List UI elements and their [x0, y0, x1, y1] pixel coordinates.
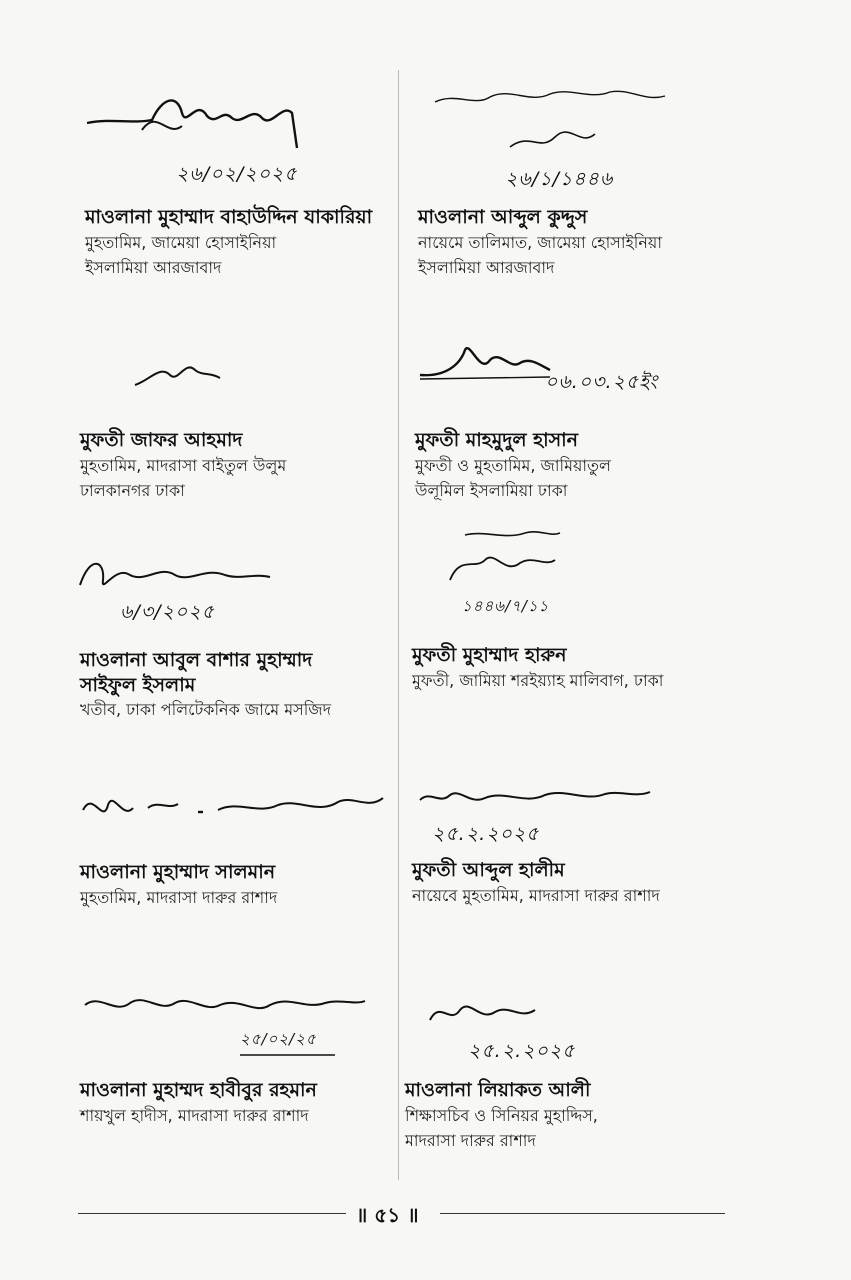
signature-date-9: ২৫/০২/২৫: [240, 1030, 317, 1048]
signatory-title: মুফতী ও মুহতামিম, জামিয়াতুল: [415, 455, 611, 475]
signature-date-2: ২৬/১/১৪৪৬: [505, 168, 614, 190]
signatory-name-continued: সাইফুল ইসলাম: [80, 673, 196, 696]
signature-date-10: ২৫.২.২০২৫: [468, 1040, 576, 1062]
signatory-name: মাওলানা মুহাম্মাদ সালমান: [80, 861, 276, 883]
signatory-title: খতীব, ঢাকা পলিটেকনিক জামে মসজিদ: [80, 700, 331, 720]
page-number: ॥ ৫১ ॥: [356, 1203, 419, 1227]
signature-6: [445, 525, 575, 600]
footer-rule-right: [440, 1213, 725, 1214]
signature-7: [78, 780, 388, 835]
signature-9: [80, 985, 370, 1060]
signature-date-5: ৬/৩/২০২৫: [120, 601, 215, 623]
signatory-name: মুফতী মাহমুদুল হাসান: [415, 429, 578, 451]
signatory-institution: মাদরাসা দারুর রাশাদ: [405, 1131, 536, 1151]
signatory-8: [412, 858, 660, 908]
signatory-institution: উলূমিল ইসলামিয়া ঢাকা: [415, 481, 568, 501]
signatory-name: মুফতী মুহাম্মাদ হারুন: [412, 644, 567, 666]
signatory-title: মুহতামিম, মাদরাসা দারুর রাশাদ: [80, 887, 278, 907]
signatory-6: [412, 643, 663, 693]
signatory-name: মাওলানা মুহাম্মাদ বাহাউদ্দিন যাকারিয়া: [85, 206, 373, 228]
signatory-10: [405, 1078, 598, 1154]
signature-3: [130, 350, 230, 400]
signatory-4: [415, 428, 611, 504]
signatory-name: মাওলানা আব্দুল কুদ্দুস: [418, 206, 588, 228]
signatory-title: শায়খুল হাদীস, মাদরাসা দারুর রাশাদ: [80, 1105, 309, 1125]
signatory-title: নায়েবে মুহতামিম, মাদরাসা দারুর রাশাদ: [412, 885, 660, 905]
signatory-institution: ইসলামিয়া আরজাবাদ: [85, 258, 222, 278]
signatory-9: [80, 1078, 317, 1128]
signatory-title: শিক্ষাসচিব ও সিনিয়র মুহাদ্দিস,: [405, 1105, 598, 1125]
column-divider: [398, 70, 399, 1180]
signature-10: [425, 990, 545, 1035]
signatory-title: মুহতামিম, জামেয়া হোসাইনিয়া: [85, 232, 277, 252]
footer-rule-left: [78, 1213, 346, 1214]
signatory-5: [80, 648, 331, 723]
signatory-name: মাওলানা মুহাম্মদ হাবীবুর রহমান: [80, 1079, 317, 1101]
signatory-2: [418, 205, 662, 281]
signature-date-4: ০৬.০৩.২৫ইং: [545, 371, 659, 393]
signatory-institution: ইসলামিয়া আরজাবাদ: [418, 258, 555, 278]
signature-4: [415, 335, 555, 390]
signature-8: [415, 780, 655, 820]
signature-5: [75, 545, 275, 605]
signatory-1: [85, 205, 372, 281]
signature-date-6: ১৪৪৬/৭/১১: [462, 597, 550, 615]
signatory-name: মুফতী জাফর আহমাদ: [80, 429, 243, 451]
signatory-3: [80, 428, 286, 504]
signatory-title: মুফতী, জামিয়া শরইয়্যাহ মালিবাগ, ঢাকা: [412, 670, 664, 690]
signatory-name: মাওলানা লিয়াকত আলী: [405, 1079, 591, 1101]
signatory-name: মুফতী আব্দুল হালীম: [412, 859, 565, 881]
signatory-title: মুহতামিম, মাদরাসা বাইতুল উলুম: [80, 455, 287, 475]
signatory-7: [80, 860, 277, 910]
signature-1: [82, 78, 322, 158]
signature-2: [430, 82, 670, 162]
signatory-institution: ঢালকানগর ঢাকা: [80, 481, 185, 501]
signatory-title: নায়েমে তালিমাত, জামেয়া হোসাইনিয়া: [418, 232, 662, 252]
signatory-name: মাওলানা আবুল বাশার মুহাম্মাদ: [80, 649, 313, 671]
signature-date-8: ২৫.২.২০২৫: [432, 823, 540, 845]
signature-date-1: ২৬/০২/২০২৫: [176, 163, 298, 185]
